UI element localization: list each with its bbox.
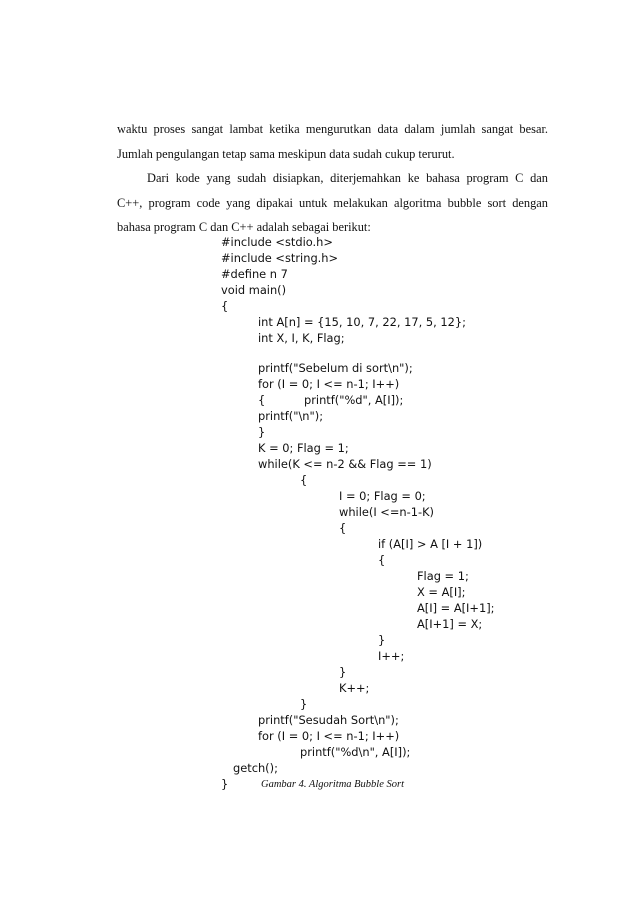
code-line: for (I = 0; I <= n-1; I++) bbox=[258, 729, 400, 743]
paragraph-line: Jumlah pengulangan tetap sama meskipun data sudah cukup terurut. bbox=[117, 146, 455, 161]
code-line: K++; bbox=[339, 681, 370, 695]
code-line: A[I] = A[I+1]; bbox=[417, 601, 495, 615]
code-line: #define n 7 bbox=[221, 267, 288, 281]
code-line: printf("%d\n", A[I]); bbox=[300, 745, 411, 759]
code-line: } bbox=[258, 425, 266, 439]
code-line: { bbox=[378, 553, 386, 567]
code-line: int A[n] = {15, 10, 7, 22, 17, 5, 12}; bbox=[258, 315, 466, 329]
code-line: } bbox=[300, 697, 308, 711]
code-line: X = A[I]; bbox=[417, 585, 466, 599]
code-line: I = 0; Flag = 0; bbox=[339, 489, 426, 503]
code-line: } bbox=[339, 665, 347, 679]
code-line: printf("Sebelum di sort\n"); bbox=[258, 361, 413, 375]
code-line: for (I = 0; I <= n-1; I++) bbox=[258, 377, 400, 391]
paragraph-1 bbox=[117, 117, 548, 166]
code-line: Flag = 1; bbox=[417, 569, 469, 583]
code-line: { bbox=[300, 473, 308, 487]
code-line: while(I <=n-1-K) bbox=[339, 505, 434, 519]
paragraph-line: bahasa program C dan C++ adalah sebagai berikut: bbox=[117, 220, 371, 235]
code-line: } bbox=[378, 633, 386, 647]
code-line: #include <string.h> bbox=[221, 251, 339, 265]
code-line: { bbox=[221, 299, 229, 313]
code-line: #include <stdio.h> bbox=[221, 235, 333, 249]
code-line: if (A[I] > A [I + 1]) bbox=[378, 537, 483, 551]
code-line: printf("%d", A[I]); bbox=[304, 393, 404, 407]
paragraph-line: Dari kode yang sudah disiapkan, diterjemahkan ke bahasa program C dan bbox=[147, 171, 548, 185]
code-line: } bbox=[221, 777, 229, 791]
code-line: K = 0; Flag = 1; bbox=[258, 441, 349, 455]
code-line: void main() bbox=[221, 283, 287, 297]
code-line: printf("Sesudah Sort\n"); bbox=[258, 713, 399, 727]
paragraph-line: C++, program code yang dipakai untuk melakukan algoritma bubble sort dengan bbox=[117, 195, 548, 210]
code-line: { bbox=[258, 393, 266, 407]
paragraph-2 bbox=[117, 166, 548, 240]
figure-caption: Gambar 4. Algoritma Bubble Sort bbox=[261, 779, 405, 790]
code-line: { bbox=[339, 521, 347, 535]
code-line: getch(); bbox=[233, 761, 278, 775]
code-line: printf("\n"); bbox=[258, 409, 324, 423]
code-line: while(K <= n-2 && Flag == 1) bbox=[258, 457, 432, 471]
code-line: int X, I, K, Flag; bbox=[258, 331, 345, 345]
paragraph-line: waktu proses sangat lambat ketika mengurutkan data dalam jumlah sangat besar. bbox=[117, 122, 548, 136]
code-line: I++; bbox=[378, 649, 405, 663]
code-line: A[I+1] = X; bbox=[417, 617, 483, 631]
